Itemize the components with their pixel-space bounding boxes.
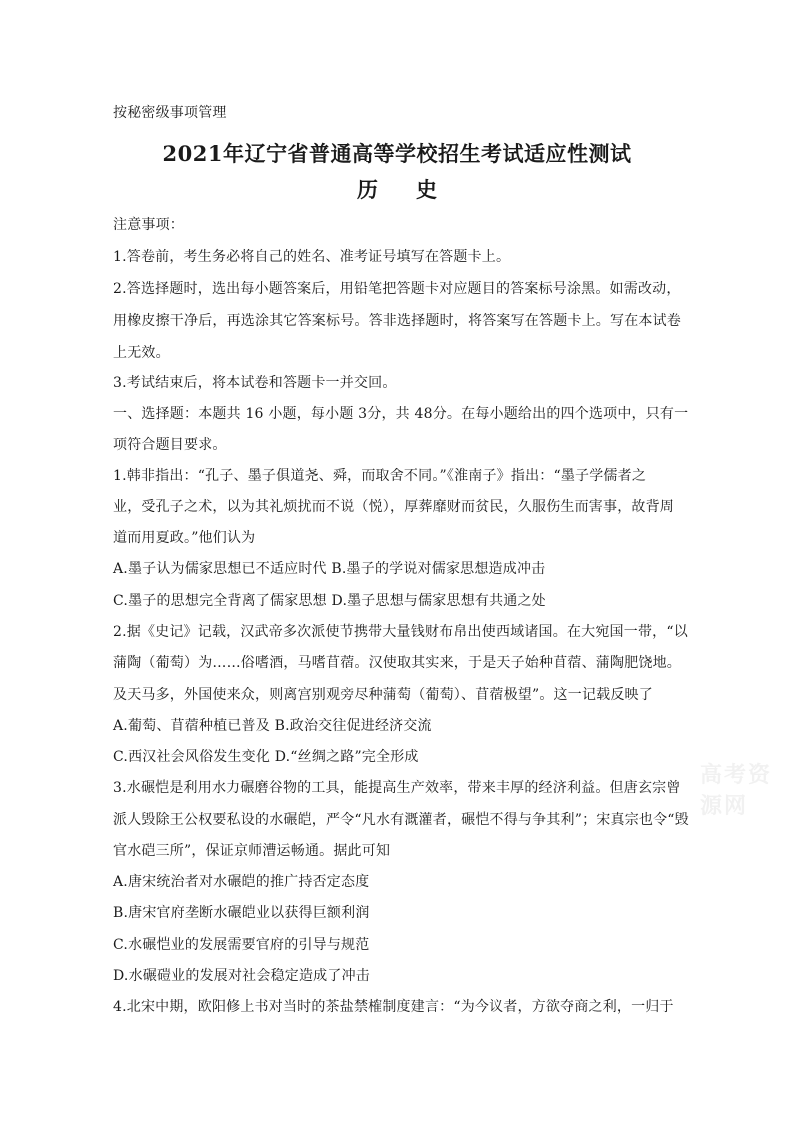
q3-option-c: C.水碾恺业的发展需要官府的引导与规范 bbox=[113, 937, 370, 953]
q3-stem-line-1: 3.水碾恺是利用水力碾磨谷物的工具，能提高生产效率，带来丰厚的经济利益。但唐玄宗曾 bbox=[113, 780, 681, 796]
q3-option-d: D.水碾磑业的发展对社会稳定造成了冲击 bbox=[113, 968, 370, 984]
q2-options-cd: C.西汉社会风俗发生变化 D.“丝绸之路”完全形成 bbox=[113, 749, 419, 765]
q1-options-cd: C.墨子的思想完全背离了儒家思想 D.墨子思想与儒家思想有共通之处 bbox=[113, 593, 546, 609]
q2-stem-line-1: 2.据《史记》记载，汉武帝多次派使节携带大量钱财布帛出使西域诸国。在大宛国一带，“以 bbox=[113, 624, 688, 640]
note-item-2-line-3: 上无效。 bbox=[113, 345, 170, 361]
section-heading-line-1: 一、选择题：本题共 16 小题，每小题 3分，共 48分。在每小题给出的四个选项中，只有一 bbox=[113, 406, 689, 422]
note-item-1: 1.答卷前，考生务必将自己的姓名、准考证号填写在答题卡上。 bbox=[113, 249, 511, 265]
subject-heading bbox=[0, 176, 794, 204]
watermark: 高考资源网 bbox=[700, 762, 773, 819]
q2-stem-line-3: 及天马多，外国使来众，则离宫别观旁尽种蒲萄（葡萄）、苜蓿极望”。这一记载反映了 bbox=[113, 687, 653, 703]
q1-stem-line-3: 道而用夏政。”他们认为 bbox=[113, 530, 256, 546]
secret-note: 按秘密级事项管理 bbox=[113, 105, 227, 121]
q3-option-a: A.唐宋统治者对水碾皑的推广持否定态度 bbox=[113, 874, 370, 890]
q1-stem-line-2: 业，受孔子之术，以为其礼烦扰而不说（悦），厚葬靡财而贫民，久服伤生而害事，故背周 bbox=[113, 499, 674, 515]
exam-title: 2021年辽宁省普通高等学校招生考试适应性测试 bbox=[162, 141, 632, 166]
section-heading-line-2: 项符合题目要求。 bbox=[113, 437, 227, 453]
q3-stem-line-2: 派人毁除王公权要私设的水碾皑，严令“凡水有溉灌者，碾恺不得与争其利”；宋真宗也令“毁 bbox=[113, 812, 689, 828]
q1-options-ab: A.墨子认为儒家思想已不适应时代 B.墨子的学说对儒家思想造成冲击 bbox=[113, 561, 546, 577]
q2-options-ab: A.葡萄、苜蓿种植已普及 B.政治交往促进经济交流 bbox=[113, 718, 432, 734]
q4-stem-line-1: 4.北宋中期，欧阳修上书对当时的茶盐禁榷制度建言：“为今议者，方欲夺商之利，一归于 bbox=[113, 999, 674, 1015]
subject-char-2: 史 bbox=[416, 177, 437, 202]
subject-char-1: 历 bbox=[357, 177, 378, 202]
q1-stem-line-1: 1.韩非指出：“孔子、墨子俱道尧、舜，而取舍不同。”《淮南子》指出：“墨子学儒者之 bbox=[113, 468, 647, 484]
q3-option-b: B.唐宋官府垄断水碾皑业以获得巨额利润 bbox=[113, 905, 370, 921]
note-item-2-line-1: 2.答选择题时，选出每小题答案后，用铅笔把答题卡对应题目的答案标号涂黑。如需改动， bbox=[113, 281, 681, 297]
note-item-2-line-2: 用橡皮擦干净后，再选涂其它答案标号。答非选择题时，将答案写在答题卡上。写在本试卷 bbox=[113, 313, 681, 329]
q3-stem-line-3: 官水硙三所”，保证京师漕运畅通。据此可知 bbox=[113, 843, 391, 859]
q2-stem-line-2: 蒲陶（葡萄）为……俗嗜酒，马嗜苜蓿。汉使取其实来，于是天子始种苜蓿、蒲陶肥饶地。 bbox=[113, 655, 681, 671]
note-item-3: 3.考试结束后，将本试卷和答题卡一并交回。 bbox=[113, 375, 397, 391]
notes-heading: 注意事项： bbox=[113, 217, 184, 233]
